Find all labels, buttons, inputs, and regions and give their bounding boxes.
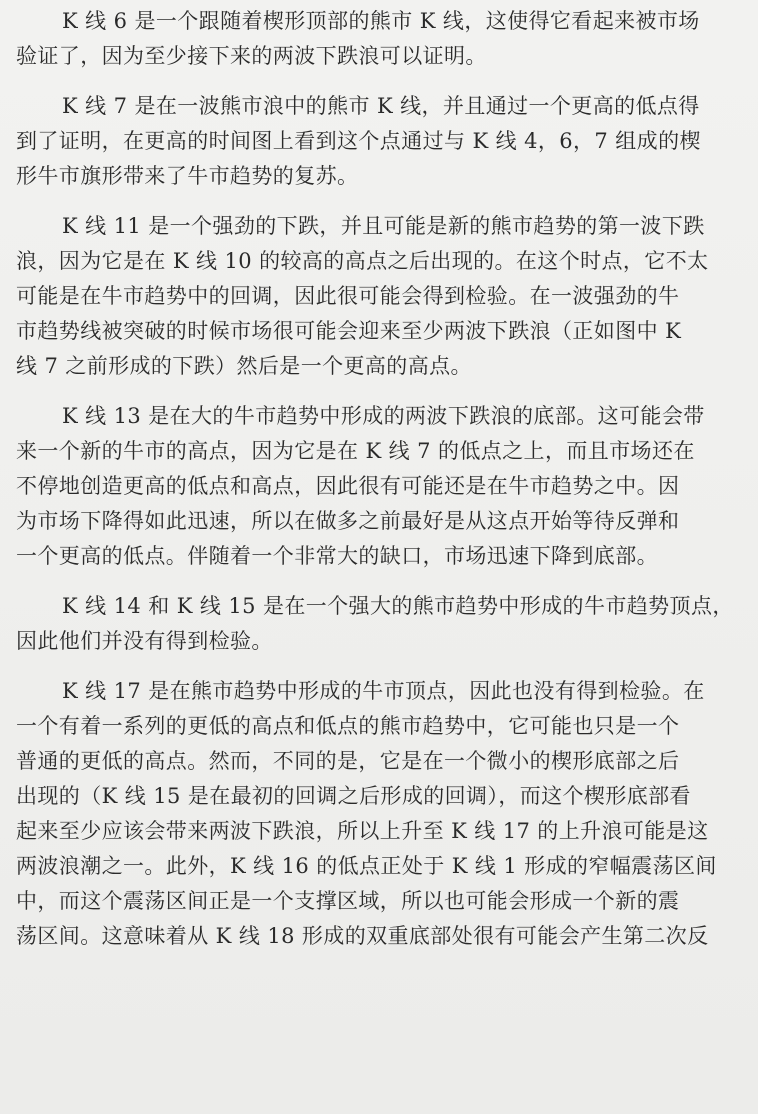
text-line: 出现的（K 线 15 是在最初的回调之后形成的回调），而这个楔形底部看 <box>16 784 691 808</box>
paragraph-bar-7 <box>16 89 748 194</box>
text-line: 可能是在牛市趋势中的回调，因此很可能会得到检验。在一波强劲的牛 <box>16 284 680 308</box>
text-line: 市趋势线被突破的时候市场很可能会迎来至少两波下跌浪（正如图中 K <box>16 319 682 343</box>
text-line: K 线 17 是在熊市趋势中形成的牛市顶点，因此也没有得到检验。在 <box>62 679 705 703</box>
text-line: 两波浪潮之一。此外，K 线 16 的低点正处于 K 线 1 形成的窄幅震荡区间 <box>16 854 717 878</box>
text-line: K 线 14 和 K 线 15 是在一个强大的熊市趋势中形成的牛市趋势顶点， <box>62 594 734 618</box>
text-line: 荡区间。这意味着从 K 线 18 形成的双重底部处很有可能会产生第二次反 <box>16 924 709 948</box>
text-line: 一个更高的低点。伴随着一个非常大的缺口，市场迅速下降到底部。 <box>16 544 658 568</box>
paragraph-bar-11 <box>16 209 748 384</box>
text-line: K 线 7 是在一波熊市浪中的熊市 K 线，并且通过一个更高的低点得 <box>62 94 700 118</box>
paragraph-bar-13 <box>16 399 748 574</box>
text-line: K 线 13 是在大的牛市趋势中形成的两波下跌浪的底部。这可能会带 <box>62 404 705 428</box>
paragraph-bar-14-15 <box>16 589 748 659</box>
text-line: K 线 11 是一个强劲的下跌，并且可能是新的熊市趋势的第一波下跌 <box>62 214 705 238</box>
text-line: 因此他们并没有得到检验。 <box>16 629 273 653</box>
text-line: 来一个新的牛市的高点，因为它是在 K 线 7 的低点之上，而且市场还在 <box>16 439 695 463</box>
text-line: K 线 6 是一个跟随着楔形顶部的熊市 K 线，这使得它看起来被市场 <box>62 9 700 33</box>
text-line: 普通的更低的高点。然而，不同的是，它是在一个微小的楔形底部之后 <box>16 749 680 773</box>
text-line: 到了证明，在更高的时间图上看到这个点通过与 K 线 4，6，7 组成的楔 <box>16 129 701 153</box>
paragraph-bar-6 <box>16 4 748 74</box>
text-line: 线 7 之前形成的下跌）然后是一个更高的高点。 <box>16 354 472 378</box>
text-line: 验证了，因为至少接下来的两波下跌浪可以证明。 <box>16 44 487 68</box>
text-line: 中，而这个震荡区间正是一个支撑区域，所以也可能会形成一个新的震 <box>16 889 680 913</box>
text-line: 一个有着一系列的更低的高点和低点的熊市趋势中，它可能也只是一个 <box>16 714 680 738</box>
text-line: 形牛市旗形带来了牛市趋势的复苏。 <box>16 164 359 188</box>
text-line: 不停地创造更高的低点和高点，因此很有可能还是在牛市趋势之中。因 <box>16 474 680 498</box>
text-line: 为市场下降得如此迅速，所以在做多之前最好是从这点开始等待反弹和 <box>16 509 680 533</box>
text-line: 浪，因为它是在 K 线 10 的较高的高点之后出现的。在这个时点，它不太 <box>16 249 709 273</box>
text-line: 起来至少应该会带来两波下跌浪，所以上升至 K 线 17 的上升浪可能是这 <box>16 819 709 843</box>
paragraph-bar-17 <box>16 674 748 954</box>
